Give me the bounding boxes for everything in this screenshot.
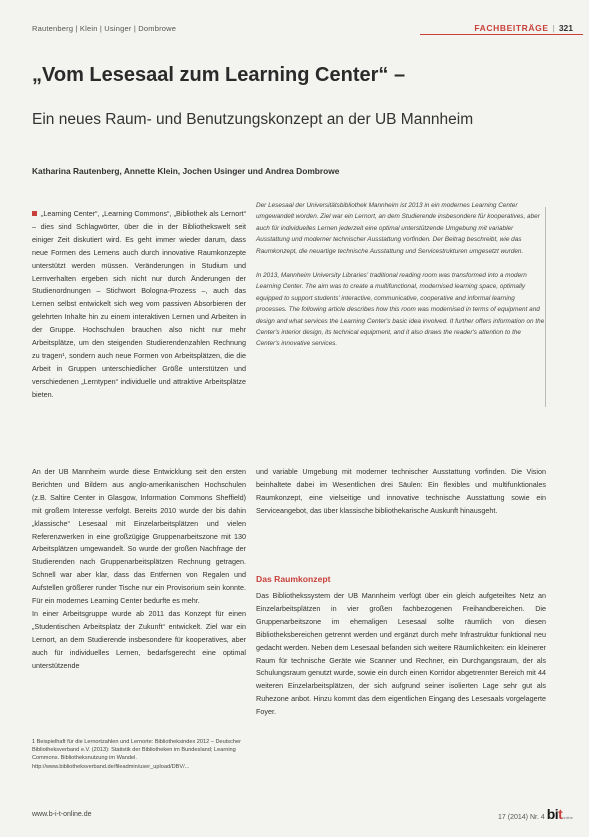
right-column-body [256, 466, 546, 518]
section-label: FACHBEITRÄGE [474, 23, 549, 33]
article-subtitle: Ein neues Raum- und Benutzungskonzept an der UB Mannheim [32, 111, 474, 128]
body-paragraph: An der UB Mannheim wurde diese Entwicklung seit den ersten Berichten und Bildern aus anglo-amerikanischen Hochschulen (z.B. Saltire Center in Glasgow, Information Commons Sheffield) mit großem Interesse verfolgt. Bereits 2010 wurde der bis dahin „klassische“ Lesesaal mit Einzelarbeitsplätzen und vielen Referenzwerken in eine großzügige Gruppenarbeitszone mit 130 Arbeitsplätzen umgewandelt. So wurde der großen Nachfrage der Studierenden nach Gruppenarbeitsplätzen Rechnung getragen. Schnell war aber klar, dass das Entfernen von Regalen und Aufstellen größerer runder Tische nur ein Provisorium sein konnte. Für ein modernes Learning Center bedurfte es mehr. [32, 467, 246, 606]
body-paragraph: In einer Arbeitsgruppe wurde ab 2011 das Konzept für einen „Studentischen Arbeitsplatz der Zukunft“ entwickelt. Ziel war ein Lernort, an dem Studierende insbesondere für kooperatives, aber auch für individuelles Lernen, bedarfsgerecht eine optimal unterstützende [32, 608, 246, 670]
abstract-divider [545, 207, 546, 407]
header-separator: | [552, 23, 555, 33]
footnote: 1 Beispielhaft für die Lernortzahlen und Lernorte: Bibliotheksindex 2012 – Deutscher Bibliotheksverband e.V. (2013): Statistik der Bibliotheken im Bundesland; Learning Commons. Bibliotheksnutzung im Wandel. http://www.bibliotheksverband.de/fileadmin/user_upload/DBV/... [32, 739, 241, 770]
left-column-body [32, 466, 246, 673]
abstract-english: In 2013, Mannheim University Libraries' traditional reading room was transformed into a modern Learning Center. The aim was to create a multifunctional, modernised learning space, optimally equipped to support students' interactive, communicative, cooperative and informal learning processes. The following article describes how this room was modernised in terms of equipment and design and what services the Learning Center's basic idea involved. It further offers information on the Center's interior design, its technical equipment, and it also draws the reader's attention to the Center's innovative services. [256, 272, 545, 348]
author-line: Katharina Rautenberg, Annette Klein, Jochen Usinger und Andrea Dombrowe [32, 166, 340, 176]
body-paragraph: und variable Umgebung mit moderner technischer Ausstattung vorfinden. Die Vision beinhaltete dabei im Wesentlichen drei Säulen: Ein flexibles und multifunktionales Raumkonzept, eine vielseitige und innovative technische Ausstattung sowie ein Serviceangebot, das über klassische bibliothekarische Auskunft hinausgeht. [256, 467, 546, 515]
footer-right [498, 806, 573, 822]
abstract-box [256, 200, 546, 363]
header-rule [420, 34, 583, 35]
bit-online-logo: bit [546, 806, 563, 822]
intro-text: „Learning Center“, „Learning Commons“, „Bibliothek als Lernort“ – dies sind Schlagwörter, über die in der Bibliothekswelt seit einiger Zeit diskutiert wird. Es geht immer wieder darum, dass neue Formen des Lernens auch durch innovative Raumkonzepte unterstützt werden müssen. Veränderungen in Studium und Lernverhalten ergeben sich nicht nur durch Änderungen der Studienordnungen – Stichwort Bologna-Prozess –, auch das Lernen selbst entwickelt sich weg vom passiven Absorbieren der gelehrten Inhalte hin zu einem interaktiven Lernen und Arbeiten in der Gruppe. Hochschulen brauchen also nicht nur mehr Arbeitsplätze, um den steigenden Studierendenzahlen Rechnung zu tragen¹, sondern auch neue Formen von Arbeitsplätzen, die die Arbeit in Gruppen unterschiedlicher Größe unterstützen und verschiedenen „Lerntypen“ individuelle und attraktive Arbeitsplätze bieten. [32, 209, 246, 399]
page-number: 321 [558, 23, 573, 33]
header-right [474, 23, 573, 33]
body-paragraph: Das Bibliothekssystem der UB Mannheim verfügt über ein gleich aufgeteiltes Netz an Einzelarbeitsplätzen in vier großen fachbezogenen Freihandbereichen. Die Gruppenarbeitszone im ehemaligen Lesesaal sollte räumlich von diesen Bibliotheksbereichen getrennt werden und ergänzt durch mehr Infrastruktur funktional neu gedacht werden. Neben dem Lesesaal befanden sich weitere Räumlichkeiten: ein kleinerer Raum für technische Geräte wie Scanner und Rechner, ein Durchgangsraum, der als Schulungsraum genutzt wurde, sowie ein durch einen Korridor abgetrennter Bereich mit 44 weiteren Einzelarbeitsplätzen, der sich aufgrund seiner isolierten Lage sehr gut als Ruhezone anbot. Hinzu kommt das dem eigentlichen Eingang des Lesesaals vorgelagerte Foyer. [256, 591, 546, 717]
logo-suffix: online [562, 815, 573, 820]
paragraph-marker-icon [32, 211, 37, 216]
footer-url: www.b-i-t-online.de [32, 811, 92, 818]
issue-label: 17 (2014) Nr. 4 [498, 814, 545, 821]
intro-paragraph [32, 208, 246, 402]
abstract-german: Der Lesesaal der Universitätsbibliothek Mannheim ist 2013 in ein modernes Learning Center umgewandelt worden. Ziel war ein Lernort, an dem Studierende insbesondere für kooperatives, aber auch für individuelles Lernen jederzeit eine optimal unterstützende Umgebung mit variabler Ausstattung und moderner technischer Ausstattung vorfinden. Der Beitrag beschreibt, wie das Raumkonzept, die neuartige technische Ausstattung und Servicestrukturen umgesetzt wurden. [256, 202, 540, 255]
section-heading: Das Raumkonzept [256, 574, 331, 584]
running-head: Rautenberg | Klein | Usinger | Dombrowe [32, 24, 177, 33]
right-column-body-2 [256, 590, 546, 719]
article-title: „Vom Lesesaal zum Learning Center“ – [32, 64, 406, 86]
